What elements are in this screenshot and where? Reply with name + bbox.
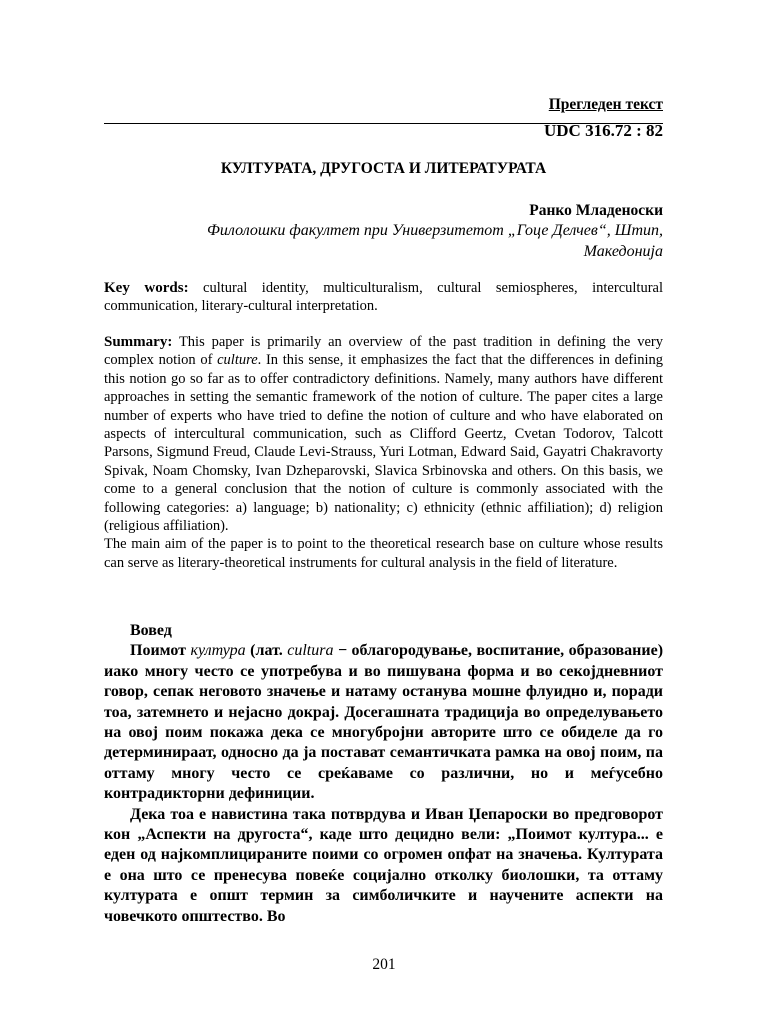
summary-label: Summary: <box>104 334 173 350</box>
p1-text-a: Поимот <box>130 642 191 660</box>
summary-block <box>104 333 663 572</box>
introduction-section <box>104 621 663 927</box>
page-number: 201 <box>372 956 396 973</box>
keywords-block <box>104 279 663 316</box>
p1-term-cultura: cultura <box>287 642 334 660</box>
udc-code: UDC 316.72 : 82 <box>544 121 663 140</box>
keywords-label: Key words: <box>104 280 189 296</box>
summary-aim: The main aim of the paper is to point to the theoretical research base on culture whose results can serve as literary-theoretical instruments for cultural analysis in the field of literature. <box>104 536 663 571</box>
paper-title: КУЛТУРАТА, ДРУГОСТА И ЛИТЕРАТУРАТА <box>220 160 547 177</box>
keywords-text: cultural identity, multiculturalism, cultural semiospheres, intercultural communication, literary-cultural interpretation. <box>104 280 663 315</box>
body-paragraph <box>104 641 663 804</box>
author-affiliation: Филолошки факултет при Универзитетот „Гоце Делчев“, Штип, Македонија <box>207 222 663 260</box>
summary-text-b: . In this sense, it emphasizes the fact that the differences in defining this notion go so far as to offer contradictory definitions. Namely, many authors have different approaches in setting the semantic framework of the notion of culture. The paper cites a large number of experts who have tried to define the notion of culture and who have elaborated on aspects of intercultural communication, such as Clifford Geertz, Cvetan Todorov, Talcott Parsons, Sigmund Freud, Claude Levi-Strauss, Yuri Lotman, Edward Said, Gayatri Chakravorty Spivak, Noam Chomsky, Ivan Dzheparovski, Slavica Srbinovska and others. On this basis, we come to a general conclusion that the notion of culture is commonly associated with the following categories: a) language; b) nationality; c) ethnicity (ethnic affiliation); d) religion (religious affiliation). <box>104 352 663 535</box>
section-heading: Вовед <box>130 622 172 639</box>
p1-text-b: (лат. <box>245 642 288 660</box>
body-paragraph: Дека тоа е навистина така потврдува и Иван Џепароски во предговорот кон „Аспекти на другоста“, каде што децидно вели: „Поимот култура... е еден од најкомплицираните поими со огромен опфат на значења. Културата е она што се пренесува повеќе социјално отколку биолошки, та оттаму културата е општ термин за симболичките и научените аспекти на човечкото општество. Во <box>104 805 663 925</box>
p1-term-kultura: култура <box>190 642 246 660</box>
p1-text-c: − облагородување, воспитание, образование) иако многу често се употребува и во пишувана форма и во секојдневниот говор, сепак неговото значење и натаму останува мошне флуидно и, поради тоа, затемнето и нејасно докрај. Досегашната традиција во опредeлувањето на овој поим покажа дека се многубројни авторите што се обиделе да го детерминираат, односно да ја постават семантичката рамка на овој поим, па оттаму многу често се среќаваме со различни, но и меѓусебно контрадикторни дефиниции. <box>104 642 664 803</box>
summary-text-emphasis: culture <box>217 352 258 369</box>
article-type-label: Прегледен текст <box>548 96 663 113</box>
summary-text-a: This paper is primarily an overview of the past tradition in defining the very complex notion of <box>104 334 663 369</box>
author-name: Ранко Младеноски <box>529 202 663 219</box>
